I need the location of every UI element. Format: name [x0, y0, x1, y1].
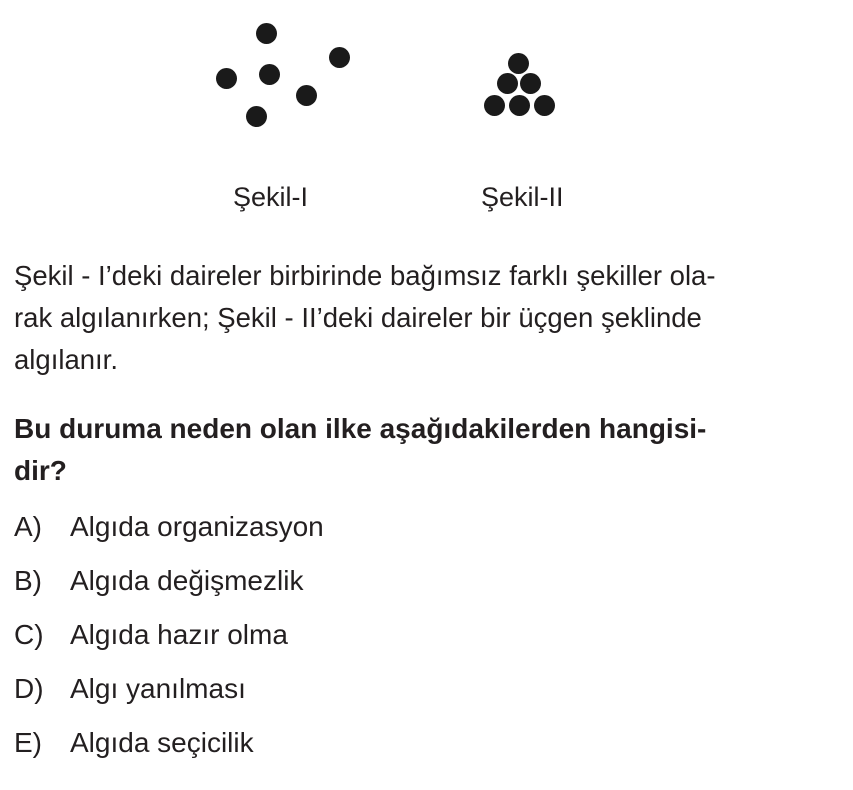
option-b[interactable] [14, 560, 324, 614]
figure-1-dot [246, 106, 267, 127]
option-text: Algıda organizasyon [70, 511, 324, 542]
figure-1-dot [216, 68, 237, 89]
option-text: Algıda hazır olma [70, 619, 288, 650]
figures-area [0, 0, 853, 230]
stem-line: rak algılanırken; Şekil - II’deki daireler bir üçgen şeklinde [14, 302, 702, 333]
figure-2-label: Şekil-II [481, 182, 564, 212]
option-e[interactable] [14, 722, 324, 776]
option-text: Algıda seçicilik [70, 727, 254, 758]
option-c[interactable] [14, 614, 324, 668]
figure-2-dot [509, 95, 530, 116]
figure-2-dot [534, 95, 555, 116]
question-line: Bu duruma neden olan ilke aşağıdakilerden hangisi- [14, 413, 707, 444]
figure-1-dot [296, 85, 317, 106]
figure-1-dot [259, 64, 280, 85]
figure-2-dot [508, 53, 529, 74]
option-letter: A) [14, 511, 42, 542]
figure-2-dot [520, 73, 541, 94]
figure-2-dot [497, 73, 518, 94]
figure-1-dot [256, 23, 277, 44]
stem-line: Şekil - I’deki daireler birbirinde bağımsız farklı şekiller ola- [14, 260, 716, 291]
option-letter: D) [14, 673, 44, 704]
option-text: Algı yanılması [70, 673, 246, 704]
option-text: Algıda değişmezlik [70, 565, 304, 596]
figure-1-dot [329, 47, 350, 68]
option-a[interactable] [14, 506, 324, 560]
option-letter: E) [14, 727, 42, 758]
option-letter: C) [14, 619, 44, 650]
answer-options [14, 506, 324, 776]
question-line: dir? [14, 455, 67, 486]
figure-2-dot [484, 95, 505, 116]
option-d[interactable] [14, 668, 324, 722]
figure-1-label: Şekil-I [233, 182, 309, 212]
question-stem [14, 255, 844, 381]
stem-line: algılanır. [14, 344, 118, 375]
question-prompt [14, 408, 844, 492]
option-letter: B) [14, 565, 42, 596]
